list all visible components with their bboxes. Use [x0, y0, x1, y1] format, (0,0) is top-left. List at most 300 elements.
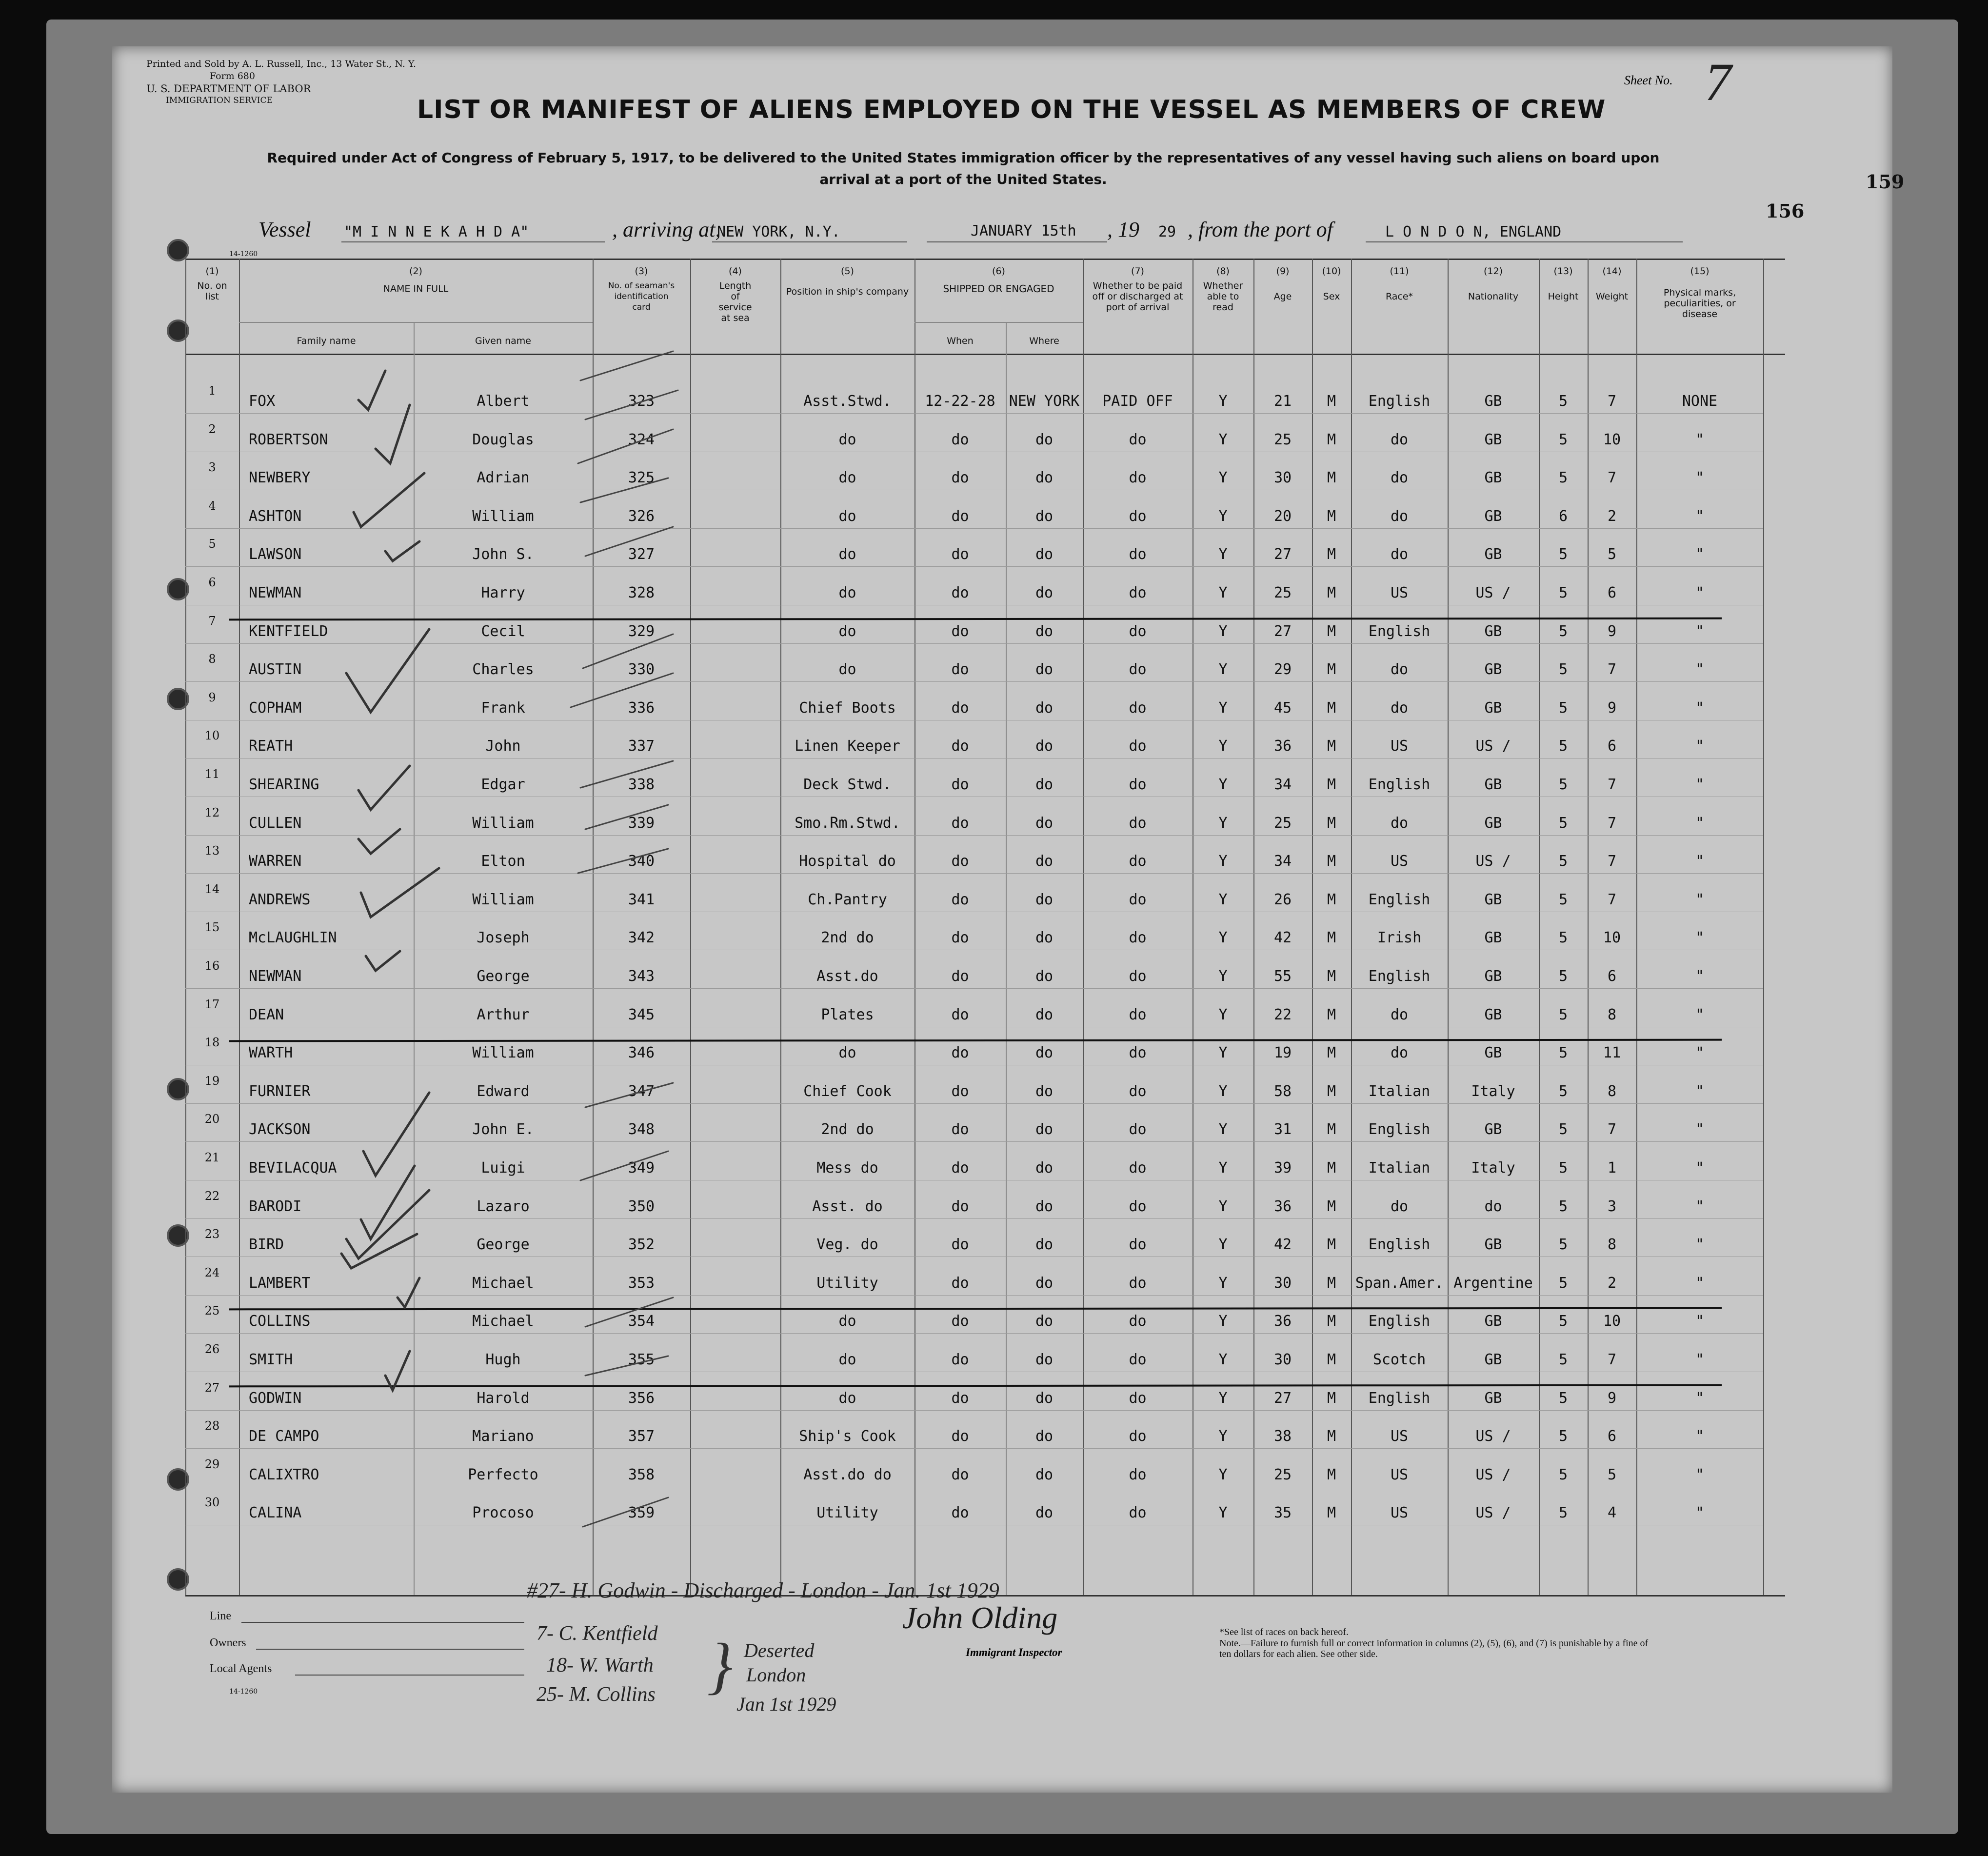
- cell-card-number: 358: [628, 1466, 655, 1483]
- cell-given-name: Harold: [477, 1389, 530, 1407]
- cell-weight: 7: [1607, 1121, 1617, 1138]
- cell-position: Ch.Pantry: [808, 891, 887, 908]
- cell-shipped-where: do: [1035, 661, 1054, 679]
- cell-family-name: FOX: [249, 393, 276, 410]
- cell-age: 36: [1273, 1197, 1292, 1215]
- cell-race: US: [1390, 1428, 1409, 1445]
- cell-sex: M: [1327, 1121, 1336, 1138]
- cell-sex: M: [1327, 1159, 1336, 1177]
- cell-shipped-when: do: [951, 661, 969, 679]
- cell-marks: ": [1695, 1197, 1705, 1215]
- cell-shipped-where: do: [1035, 1236, 1054, 1254]
- arrival-port: NEW YORK, N.Y.: [717, 223, 840, 240]
- cell-given-name: Edgar: [481, 776, 525, 793]
- cell-paid-off: do: [1129, 1428, 1147, 1445]
- cell-nationality: US /: [1475, 853, 1511, 870]
- cell-shipped-when: do: [951, 507, 969, 525]
- cell-paid-off: do: [1129, 622, 1147, 640]
- cell-paid-off: do: [1129, 1313, 1147, 1330]
- col-header-card: (3) No. of seaman's identification card: [608, 266, 675, 312]
- cell-height: 5: [1558, 1274, 1568, 1292]
- cell-shipped-where: do: [1035, 853, 1054, 870]
- cell-marks: ": [1695, 622, 1705, 640]
- cell-shipped-where: do: [1035, 929, 1054, 947]
- cell-height: 5: [1558, 469, 1568, 487]
- cell-race: Span.Amer.: [1355, 1274, 1444, 1292]
- cell-nationality: GB: [1484, 814, 1502, 832]
- cell-card-number: 336: [628, 699, 655, 717]
- cell-paid-off: do: [1129, 661, 1147, 679]
- cell-paid-off: do: [1129, 853, 1147, 870]
- cell-shipped-when: do: [951, 1236, 969, 1254]
- cell-shipped-where: do: [1035, 507, 1054, 525]
- cell-given-name: Procoso: [472, 1504, 534, 1522]
- cell-nationality: GB: [1484, 1044, 1502, 1062]
- departure-port: L O N D O N, ENGLAND: [1385, 223, 1562, 240]
- cell-card-number: 347: [628, 1082, 655, 1100]
- cell-position: Mess do: [816, 1159, 878, 1177]
- cell-age: 30: [1273, 1274, 1292, 1292]
- cell-able-to-read: Y: [1218, 1274, 1228, 1292]
- cell-marks: ": [1695, 1044, 1705, 1062]
- cell-shipped-when: do: [951, 1121, 969, 1138]
- cell-no: 19: [204, 1074, 220, 1088]
- cell-age: 34: [1273, 853, 1292, 870]
- cell-marks: ": [1695, 1082, 1705, 1100]
- cell-able-to-read: Y: [1218, 1121, 1228, 1138]
- cell-family-name: CULLEN: [249, 814, 302, 832]
- cell-given-name: Arthur: [477, 1006, 530, 1023]
- cell-family-name: JACKSON: [249, 1121, 311, 1138]
- cell-sex: M: [1327, 1466, 1336, 1483]
- cell-weight: 11: [1603, 1044, 1621, 1062]
- deserted-date: Jan 1st 1929: [736, 1693, 836, 1715]
- cell-marks: ": [1695, 853, 1705, 870]
- cell-sex: M: [1327, 507, 1336, 525]
- cell-no: 24: [204, 1265, 220, 1279]
- cell-nationality: GB: [1484, 968, 1502, 985]
- cell-family-name: COPHAM: [249, 699, 302, 717]
- cell-shipped-where: do: [1035, 1428, 1054, 1445]
- cell-age: 38: [1273, 1428, 1292, 1445]
- cell-family-name: SHEARING: [249, 776, 319, 793]
- cell-weight: 7: [1607, 776, 1617, 793]
- deserter-note-25: 25- M. Collins: [537, 1683, 656, 1706]
- cell-able-to-read: Y: [1218, 1236, 1228, 1254]
- cell-shipped-when: do: [951, 1389, 969, 1407]
- cell-nationality: Argentine: [1453, 1274, 1533, 1292]
- cell-position: 2nd do: [821, 929, 874, 947]
- cell-shipped-where: do: [1035, 1159, 1054, 1177]
- col-header-position: (5) Position in ship's company: [786, 266, 909, 297]
- cell-race: English: [1368, 1121, 1431, 1138]
- cell-height: 5: [1558, 393, 1568, 410]
- cell-height: 5: [1558, 584, 1568, 601]
- cell-weight: 7: [1607, 853, 1617, 870]
- cell-no: 15: [204, 920, 220, 935]
- cell-family-name: NEWMAN: [249, 968, 302, 985]
- cell-marks: ": [1695, 1236, 1705, 1254]
- cell-able-to-read: Y: [1218, 776, 1228, 793]
- cell-sex: M: [1327, 738, 1336, 755]
- cell-no: 10: [204, 729, 220, 743]
- cell-marks: ": [1695, 584, 1705, 601]
- cell-able-to-read: Y: [1218, 1082, 1228, 1100]
- cell-marks: ": [1695, 1313, 1705, 1330]
- cell-height: 5: [1558, 431, 1568, 448]
- cell-family-name: CALIXTRO: [249, 1466, 319, 1483]
- cell-height: 5: [1558, 814, 1568, 832]
- cell-position: do: [838, 1313, 856, 1330]
- cell-shipped-where: do: [1035, 1274, 1054, 1292]
- cell-weight: 3: [1607, 1197, 1617, 1215]
- cell-paid-off: do: [1129, 1159, 1147, 1177]
- cell-shipped-where: do: [1035, 1197, 1054, 1215]
- brace-glyph: }: [707, 1631, 733, 1701]
- cell-race: do: [1390, 699, 1409, 717]
- cell-sex: M: [1327, 814, 1336, 832]
- cell-able-to-read: Y: [1218, 393, 1228, 410]
- cell-position: Veg. do: [816, 1236, 878, 1254]
- cell-paid-off: do: [1129, 1236, 1147, 1254]
- cell-age: 55: [1273, 968, 1292, 985]
- cell-given-name: Charles: [472, 661, 534, 679]
- cell-paid-off: do: [1129, 1351, 1147, 1368]
- cell-age: 19: [1273, 1044, 1292, 1062]
- cell-nationality: US /: [1475, 1504, 1511, 1522]
- cell-height: 5: [1558, 622, 1568, 640]
- cell-family-name: CALINA: [249, 1504, 302, 1522]
- cell-marks: ": [1695, 1389, 1705, 1407]
- cell-family-name: COLLINS: [249, 1313, 311, 1330]
- cell-age: 39: [1273, 1159, 1292, 1177]
- cell-shipped-when: do: [951, 1351, 969, 1368]
- cell-shipped-where: do: [1035, 622, 1054, 640]
- cell-weight: 10: [1603, 929, 1621, 947]
- cell-marks: ": [1695, 776, 1705, 793]
- cell-no: 29: [204, 1457, 220, 1471]
- cell-shipped-where: NEW YORK: [1009, 393, 1080, 410]
- cell-height: 5: [1558, 738, 1568, 755]
- cell-card-number: 345: [628, 1006, 655, 1023]
- cell-shipped-when: 12-22-28: [925, 393, 995, 410]
- cell-given-name: Mariano: [472, 1428, 534, 1445]
- cell-family-name: AUSTIN: [249, 661, 302, 679]
- cell-card-number: 352: [628, 1236, 655, 1254]
- cell-sex: M: [1327, 699, 1336, 717]
- cell-race: English: [1368, 1236, 1431, 1254]
- cell-no: 16: [204, 959, 220, 973]
- cell-paid-off: do: [1129, 1466, 1147, 1483]
- cell-position: Asst.do do: [803, 1466, 892, 1483]
- cell-height: 5: [1558, 1159, 1568, 1177]
- cell-sex: M: [1327, 891, 1336, 908]
- cell-sex: M: [1327, 431, 1336, 448]
- cell-sex: M: [1327, 622, 1336, 640]
- cell-card-number: 359: [628, 1504, 655, 1522]
- printer-credit: Printed and Sold by A. L. Russell, Inc., 13 Water St., N. Y.: [146, 59, 417, 69]
- col-header-sex: (10) Sex: [1322, 266, 1341, 302]
- cell-given-name: Frank: [481, 699, 525, 717]
- cell-shipped-where: do: [1035, 1351, 1054, 1368]
- cell-age: 25: [1273, 431, 1292, 448]
- cell-family-name: KENTFIELD: [249, 622, 328, 640]
- cell-card-number: 326: [628, 507, 655, 525]
- cell-sex: M: [1327, 1504, 1336, 1522]
- sheet-label: Sheet No.: [1624, 73, 1673, 87]
- cell-family-name: BEVILACQUA: [249, 1159, 337, 1177]
- deserter-note-18: 18- W. Warth: [546, 1654, 654, 1676]
- cell-sex: M: [1327, 1428, 1336, 1445]
- col-header-nationality: (12) Nationality: [1468, 266, 1519, 302]
- arriving-label: , arriving at,: [612, 218, 721, 241]
- cell-weight: 4: [1607, 1504, 1617, 1522]
- cell-nationality: do: [1484, 1197, 1502, 1215]
- manifest-sheet: [112, 46, 1892, 1793]
- cell-shipped-when: do: [951, 1044, 969, 1062]
- cell-age: 29: [1273, 661, 1292, 679]
- cell-able-to-read: Y: [1218, 622, 1228, 640]
- cell-weight: 2: [1607, 507, 1617, 525]
- cell-nationality: GB: [1484, 1006, 1502, 1023]
- cell-sex: M: [1327, 853, 1336, 870]
- cell-age: 25: [1273, 814, 1292, 832]
- cell-age: 34: [1273, 776, 1292, 793]
- cell-given-name: Perfecto: [468, 1466, 538, 1483]
- cell-nationality: GB: [1484, 507, 1502, 525]
- cell-age: 20: [1273, 507, 1292, 525]
- col-header-name: (2) NAME IN FULL: [383, 266, 449, 294]
- cell-sex: M: [1327, 469, 1336, 487]
- cell-weight: 5: [1607, 546, 1617, 563]
- col-header-when: When: [947, 336, 974, 346]
- cell-able-to-read: Y: [1218, 1197, 1228, 1215]
- sheet-number: 7: [1705, 52, 1731, 112]
- cell-able-to-read: Y: [1218, 853, 1228, 870]
- cell-marks: ": [1695, 469, 1705, 487]
- cell-no: 12: [204, 805, 220, 819]
- cell-able-to-read: Y: [1218, 968, 1228, 985]
- penalty-note: Note.—Failure to furnish full or correct information in columns (2), (5), (6), and (7) is punishable by a fine of ten dollars for each alien. See other side.: [1219, 1638, 1649, 1659]
- col-header-shipped: (6) SHIPPED OR ENGAGED: [943, 266, 1054, 295]
- cell-card-number: 353: [628, 1274, 655, 1292]
- deserted-label: Deserted: [744, 1639, 815, 1661]
- cell-shipped-when: do: [951, 1504, 969, 1522]
- cell-age: 25: [1273, 1466, 1292, 1483]
- cell-card-number: 337: [628, 738, 655, 755]
- owners-label: Owners: [210, 1636, 246, 1649]
- cell-given-name: Elton: [481, 853, 525, 870]
- cell-shipped-when: do: [951, 546, 969, 563]
- cell-marks: ": [1695, 1006, 1705, 1023]
- cell-nationality: GB: [1484, 699, 1502, 717]
- cell-position: do: [838, 507, 856, 525]
- cell-race: do: [1390, 546, 1409, 563]
- cell-given-name: Douglas: [472, 431, 534, 448]
- cell-family-name: WARREN: [249, 853, 302, 870]
- cell-able-to-read: Y: [1218, 1044, 1228, 1062]
- cell-card-number: 324: [628, 431, 655, 448]
- cell-able-to-read: Y: [1218, 1351, 1228, 1368]
- cell-weight: 7: [1607, 1351, 1617, 1368]
- cell-paid-off: do: [1129, 1504, 1147, 1522]
- cell-no: 30: [204, 1496, 220, 1510]
- cell-card-number: 346: [628, 1044, 655, 1062]
- cell-age: 27: [1273, 1389, 1292, 1407]
- cell-position: Chief Boots: [799, 699, 896, 717]
- cell-able-to-read: Y: [1218, 1466, 1228, 1483]
- cell-sex: M: [1327, 1351, 1336, 1368]
- cell-race: English: [1368, 776, 1431, 793]
- cell-given-name: George: [477, 1236, 530, 1254]
- cell-nationality: Italy: [1471, 1082, 1515, 1100]
- cell-nationality: GB: [1484, 891, 1502, 908]
- inspector-label: Immigrant Inspector: [966, 1646, 1062, 1658]
- cell-weight: 6: [1607, 968, 1617, 985]
- cell-sex: M: [1327, 1006, 1336, 1023]
- cell-card-number: 330: [628, 661, 655, 679]
- year-prefix: , 19: [1107, 218, 1139, 241]
- inspector-signature: John Olding: [902, 1600, 1058, 1635]
- cell-weight: 9: [1607, 699, 1617, 717]
- cell-sex: M: [1327, 1197, 1336, 1215]
- cell-race: do: [1390, 814, 1409, 832]
- page-title: LIST OR MANIFEST OF ALIENS EMPLOYED ON THE VESSEL AS MEMBERS OF CREW: [417, 95, 1606, 124]
- page-subtitle: Required under Act of Congress of February 5, 1917, to be delivered to the United States immigration officer by the representatives of any vessel having such aliens on board upon arrival at a port of the United States.: [267, 150, 1660, 187]
- cell-paid-off: do: [1129, 431, 1147, 448]
- cell-age: 30: [1273, 1351, 1292, 1368]
- cell-race: do: [1390, 1044, 1409, 1062]
- cell-weight: 8: [1607, 1006, 1617, 1023]
- cell-height: 5: [1558, 853, 1568, 870]
- cell-position: do: [838, 431, 856, 448]
- cell-no: 11: [204, 767, 220, 781]
- cell-paid-off: do: [1129, 1044, 1147, 1062]
- cell-paid-off: do: [1129, 814, 1147, 832]
- cell-card-number: 327: [628, 546, 655, 563]
- cell-given-name: Michael: [472, 1313, 534, 1330]
- cell-no: 20: [204, 1112, 220, 1126]
- cell-race: English: [1368, 968, 1431, 985]
- cell-nationality: Italy: [1471, 1159, 1515, 1177]
- cell-marks: ": [1695, 546, 1705, 563]
- cell-card-number: 356: [628, 1389, 655, 1407]
- cell-no: 3: [208, 460, 216, 475]
- cell-weight: 7: [1607, 891, 1617, 908]
- cell-nationality: GB: [1484, 469, 1502, 487]
- cell-race: US: [1390, 584, 1409, 601]
- cell-height: 5: [1558, 699, 1568, 717]
- cell-family-name: FURNIER: [249, 1082, 311, 1100]
- cell-position: Utility: [816, 1274, 878, 1292]
- cell-race: do: [1390, 1197, 1409, 1215]
- cell-family-name: BARODI: [249, 1197, 302, 1215]
- cell-no: 7: [208, 614, 216, 628]
- cell-position: do: [838, 546, 856, 563]
- cell-sex: M: [1327, 1044, 1336, 1062]
- cell-nationality: US /: [1475, 1466, 1511, 1483]
- cell-marks: ": [1695, 968, 1705, 985]
- cell-height: 5: [1558, 1044, 1568, 1062]
- cell-position: Asst. do: [812, 1197, 883, 1215]
- cell-race: English: [1368, 1389, 1431, 1407]
- cell-marks: ": [1695, 929, 1705, 947]
- cell-weight: 7: [1607, 469, 1617, 487]
- cell-able-to-read: Y: [1218, 1389, 1228, 1407]
- cell-age: 21: [1273, 393, 1292, 410]
- cell-family-name: ROBERTSON: [249, 431, 328, 448]
- cell-shipped-where: do: [1035, 1504, 1054, 1522]
- cell-family-name: McLAUGHLIN: [249, 929, 337, 947]
- cell-card-number: 349: [628, 1159, 655, 1177]
- cell-no: 22: [204, 1189, 220, 1203]
- cell-able-to-read: Y: [1218, 1159, 1228, 1177]
- cell-height: 5: [1558, 661, 1568, 679]
- cell-paid-off: do: [1129, 584, 1147, 601]
- cell-marks: NONE: [1682, 393, 1718, 410]
- form-code-top: 14-1260: [229, 250, 258, 258]
- cell-shipped-when: do: [951, 929, 969, 947]
- cell-age: 26: [1273, 891, 1292, 908]
- cell-position: do: [838, 1351, 856, 1368]
- cell-height: 6: [1558, 507, 1568, 525]
- cell-sex: M: [1327, 1389, 1336, 1407]
- vessel-name: "M I N N E K A H D A": [344, 223, 529, 240]
- cell-family-name: WARTH: [249, 1044, 293, 1062]
- cell-card-number: 338: [628, 776, 655, 793]
- cell-weight: 6: [1607, 1428, 1617, 1445]
- cell-paid-off: do: [1129, 469, 1147, 487]
- cell-shipped-where: do: [1035, 699, 1054, 717]
- cell-height: 5: [1558, 1121, 1568, 1138]
- cell-weight: 2: [1607, 1274, 1617, 1292]
- cell-race: English: [1368, 1313, 1431, 1330]
- discharge-note: #27- H. Godwin - Discharged - London - Jan. 1st 1929: [527, 1578, 999, 1602]
- cell-paid-off: PAID OFF: [1102, 393, 1173, 410]
- cell-age: 22: [1273, 1006, 1292, 1023]
- cell-given-name: William: [472, 814, 534, 832]
- cell-race: do: [1390, 431, 1409, 448]
- col-header-given-name: Given name: [475, 336, 531, 346]
- service-label: IMMIGRATION SERVICE: [166, 96, 273, 105]
- cell-nationality: GB: [1484, 929, 1502, 947]
- cell-able-to-read: Y: [1218, 929, 1228, 947]
- cell-card-number: 325: [628, 469, 655, 487]
- cell-age: 36: [1273, 1313, 1292, 1330]
- cell-card-number: 329: [628, 622, 655, 640]
- cell-family-name: REATH: [249, 738, 293, 755]
- cell-family-name: SMITH: [249, 1351, 293, 1368]
- cell-card-number: 348: [628, 1121, 655, 1138]
- cell-no: 2: [208, 422, 216, 436]
- cell-nationality: GB: [1484, 1351, 1502, 1368]
- cell-able-to-read: Y: [1218, 431, 1228, 448]
- col-header-family-name: Family name: [297, 336, 356, 346]
- cell-height: 5: [1558, 1082, 1568, 1100]
- cell-paid-off: do: [1129, 1121, 1147, 1138]
- cell-marks: ": [1695, 1121, 1705, 1138]
- cell-given-name: Hugh: [485, 1351, 521, 1368]
- cell-family-name: DE CAMPO: [249, 1428, 319, 1445]
- cell-family-name: GODWIN: [249, 1389, 302, 1407]
- cell-no: 27: [204, 1380, 220, 1395]
- cell-able-to-read: Y: [1218, 584, 1228, 601]
- cell-marks: ": [1695, 1351, 1705, 1368]
- cell-height: 5: [1558, 1313, 1568, 1330]
- cell-age: 31: [1273, 1121, 1292, 1138]
- cell-shipped-when: do: [951, 1159, 969, 1177]
- cell-shipped-when: do: [951, 1082, 969, 1100]
